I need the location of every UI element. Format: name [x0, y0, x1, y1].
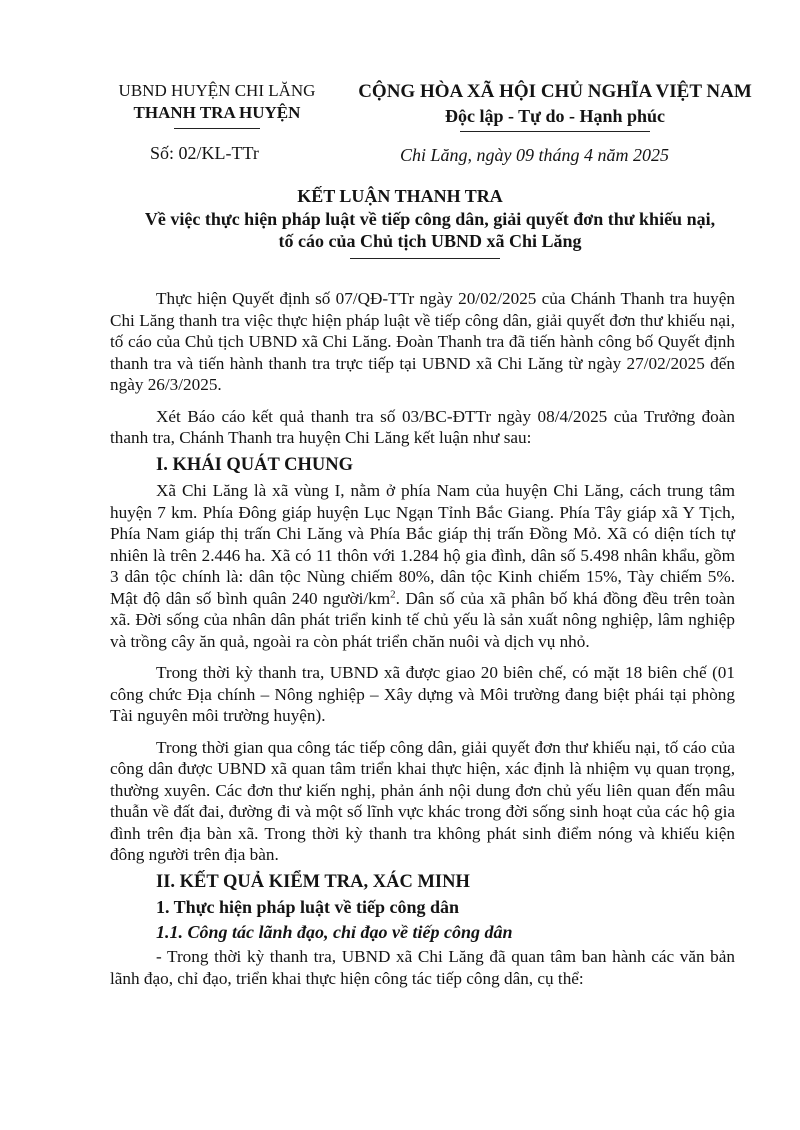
- paragraph-citizen-reception: Trong thời gian qua công tác tiếp công dân, giải quyết đơn thư khiếu nại, tố cáo của công dân được UBND xã quan tâm triển khai thực hiện, xác định là nhiệm vụ quan trọng, thường xuyên. Các đơn thư kiến nghị, phản ánh nội dung đơn chủ yếu liên quan đến mâu thuẫn về đất đai, đường đi và một số lĩnh vực khác trong đời sống sinh hoạt của các hộ gia đình trên địa bàn xã. Trong thời kỳ thanh tra không phát sinh điểm nóng và khiếu kiện đông người trên địa bàn.: [110, 737, 735, 864]
- agency-underline: [174, 128, 260, 129]
- subsection-heading-1: 1. Thực hiện pháp luật về tiếp công dân: [156, 897, 460, 917]
- national-header-block: [345, 80, 765, 132]
- subtitle-underline: [350, 258, 500, 259]
- document-body: [110, 288, 735, 999]
- paragraph-overview: [110, 480, 735, 652]
- subsubsection-heading-1-1: 1.1. Công tác lãnh đạo, chỉ đạo về tiếp công dân: [156, 921, 513, 942]
- section-heading-2: II. KẾT QUẢ KIỂM TRA, XÁC MINH: [156, 871, 470, 892]
- subtitle-line-1: Về việc thực hiện pháp luật về tiếp công dân, giải quyết đơn thư khiếu nại,: [144, 209, 716, 229]
- paragraph-leadership: - Trong thời kỳ thanh tra, UBND xã Chi Lăng đã quan tâm ban hành các văn bản lãnh đạo, chỉ đạo, triển khai thực hiện công tác tiếp công dân, cụ thể:: [110, 947, 735, 988]
- paragraph-decision: Thực hiện Quyết định số 07/QĐ-TTr ngày 20/02/2025 của Chánh Thanh tra huyện Chi Lăng thanh tra việc thực hiện pháp luật về tiếp công dân, giải quyết đơn thư khiếu nại, tố cáo của Chủ tịch UBND xã Chi Lăng. Đoàn Thanh tra đã tiến hành công bố Quyết định thanh tra và tiến hành thanh tra trực tiếp tại UBND xã Chi Lăng từ ngày 27/02/2025 đến ngày 26/3/2025.: [110, 289, 735, 394]
- department-name: THANH TRA HUYỆN: [133, 103, 301, 122]
- overview-text-b: . Dân số của xã phân bố khá đồng đều trên toàn xã. Đời sống của nhân dân phát triển kinh tế chủ yếu là sản xuất nông nghiệp, lâm nghiệp và trồng cây ăn quả, ngoài ra còn phát triển chăn nuôi và dịch vụ nhỏ.: [110, 588, 735, 651]
- issuing-agency-block: [92, 80, 342, 129]
- overview-text-a: Xã Chi Lăng là xã vùng I, nằm ở phía Nam của huyện Chi Lăng, cách trung tâm huyện 7 km. Phía Đông giáp huyện Lục Ngạn Tỉnh Bắc Giang. Phía Tây giáp xã Y Tịch, Phía Nam giáp thị trấn Chi Lăng và Phía Bắc giáp thị trấn Đồng Mỏ. Xã có diện tích tự nhiên là trên 2.446 ha. Xã có 11 thôn với 1.284 hộ gia đình, dân số 5.498 nhân khẩu, gồm 3 dân tộc chính là: dân tộc Nùng chiếm 80%, dân tộc Kinh chiếm 15%, Tày chiếm 5%. Mật độ dân số bình quân 240 người/km: [110, 481, 735, 608]
- section-heading-1: I. KHÁI QUÁT CHUNG: [156, 454, 354, 475]
- document-title: KẾT LUẬN THANH TRA: [297, 186, 503, 206]
- national-motto: Độc lập - Tự do - Hạnh phúc: [444, 106, 666, 126]
- subtitle-line-2: tố cáo của Chủ tịch UBND xã Chi Lăng: [278, 231, 582, 251]
- paragraph-staffing: Trong thời kỳ thanh tra, UBND xã được giao 20 biên chế, có mặt 18 biên chế (01 công chức Địa chính – Nông nghiệp – Xây dựng và Môi trường đang biệt phái tại phòng Tài nguyên môi trường huyện).: [110, 663, 735, 725]
- agency-name: UBND HUYỆN CHI LĂNG: [118, 81, 316, 100]
- paragraph-report: Xét Báo cáo kết quả thanh tra số 03/BC-ĐTTr ngày 08/4/2025 của Trưởng đoàn thanh tra, Chánh Thanh tra huyện Chi Lăng kết luận như sau:: [110, 406, 735, 447]
- document-subtitle: [130, 208, 730, 252]
- national-title: CỘNG HÒA XÃ HỘI CHỦ NGHĨA VIỆT NAM: [358, 81, 752, 102]
- motto-underline: [460, 131, 650, 132]
- date-line: Chi Lăng, ngày 09 tháng 4 năm 2025: [400, 145, 670, 165]
- superscript-2: 2: [390, 587, 396, 600]
- document-number: Số: 02/KL-TTr: [150, 143, 259, 163]
